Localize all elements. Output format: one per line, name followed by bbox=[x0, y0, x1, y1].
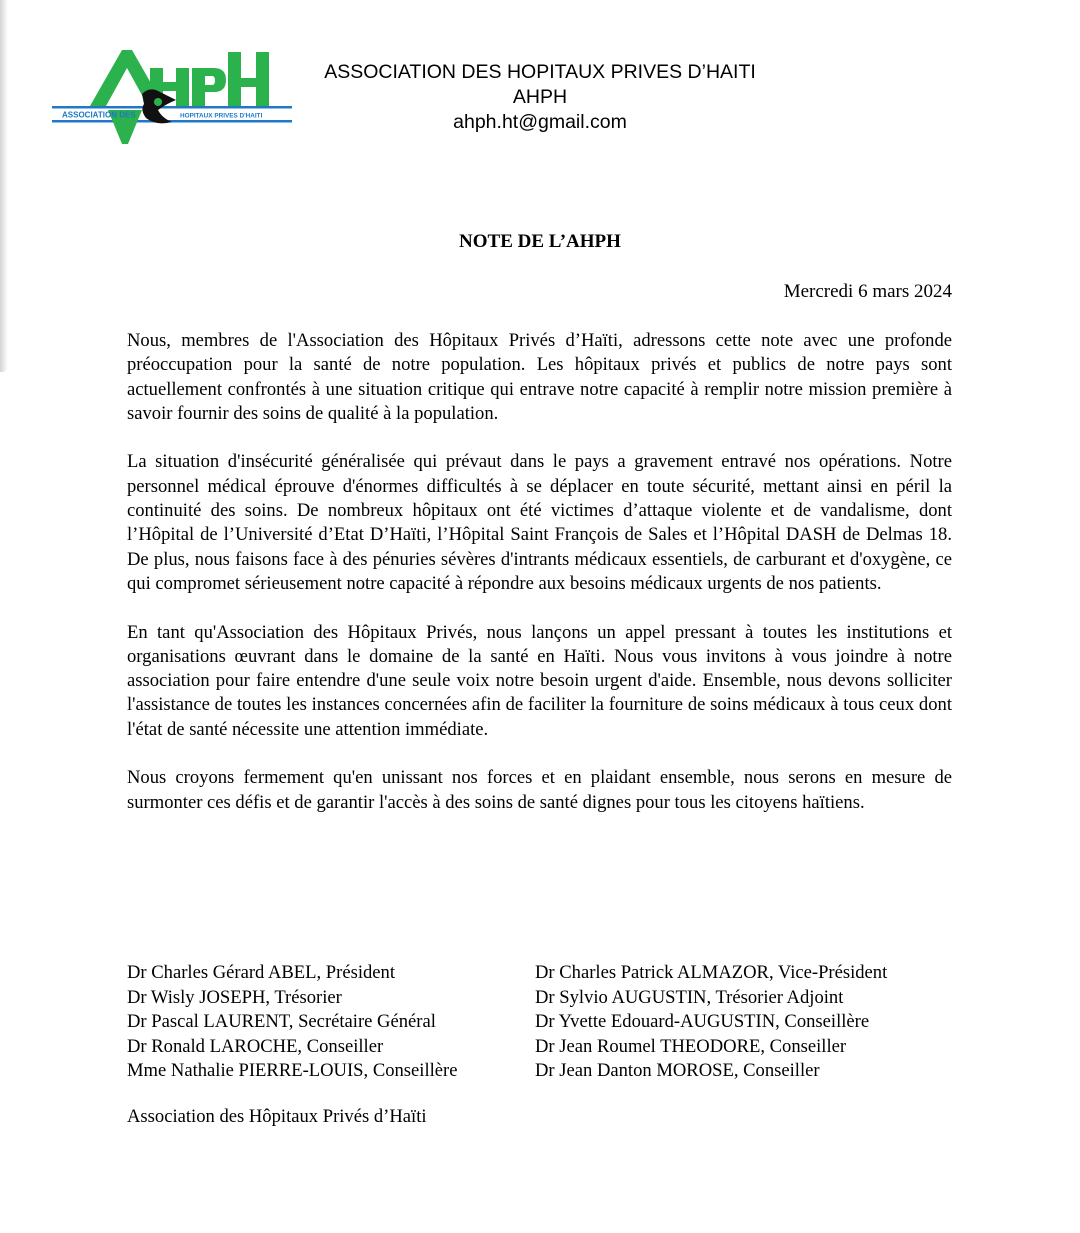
paragraph: Nous, membres de l'Association des Hôpitaux Privés d’Haïti, adressons cette note avec une profonde préoccupation pour la santé de notre population. Les hôpitaux privés et publics de notre pays sont actuellement confrontés à une situation critique qui entrave notre capacité à remplir notre mission première à savoir fournir des soins de qualité à la population. bbox=[127, 330, 952, 424]
signatory: Dr Charles Gérard ABEL, Président bbox=[127, 962, 395, 983]
paragraph: La situation d'insécurité généralisée qui prévaut dans le pays a gravement entravé nos opérations. Notre personnel médical éprouve d'énormes difficultés à se déplacer en toute sécurité, mettant ainsi en péril la continuité des soins. De nombreux hôpitaux ont été victimes d’attaque violente et de vandalisme, dont l’Hôpital de l’Université d’Etat D’Haïti, l’Hôpital Saint François de Sales et l’Hôpital DASH de Delmas 18. De plus, nous faisons face à des pénuries sévères d'intrants médicaux essentiels, de carburant et d'oxygène, ce qui compromet sérieusement notre capacité à répondre aux besoins médicaux urgents de nos patients. bbox=[127, 451, 952, 594]
signatory: Dr Pascal LAURENT, Secrétaire Général bbox=[127, 1011, 436, 1033]
signatory: Dr Ronald LAROCHE, Conseiller bbox=[127, 1035, 384, 1057]
paragraph: Nous croyons fermement qu'en unissant nos forces et en plaidant ensemble, nous serons en mesure de surmonter ces défis et de garantir l'accès à des soins de santé dignes pour tous les citoyens haïtiens. bbox=[127, 767, 952, 813]
signatory: Dr Jean Danton MOROSE, Conseiller bbox=[535, 1060, 820, 1082]
signatory: Dr Wisly JOSEPH, Trésorier bbox=[127, 986, 342, 1008]
association-email: ahph.ht@gmail.com bbox=[453, 111, 627, 133]
page-edge-shadow bbox=[0, 0, 8, 372]
signatories-right-column bbox=[535, 961, 887, 1084]
logo-tagline-right: HOPITAUX PRIVES D'HAITI bbox=[180, 112, 263, 120]
ahph-logo-graphic bbox=[52, 48, 292, 148]
signatory: Dr Jean Roumel THEODORE, Conseiller bbox=[535, 1035, 847, 1057]
association-acronym: AHPH bbox=[512, 86, 568, 108]
signatory: Dr Charles Patrick ALMAZOR, Vice-Président bbox=[535, 962, 888, 983]
document-body bbox=[127, 329, 952, 839]
document-date: Mercredi 6 mars 2024 bbox=[783, 281, 952, 302]
logo-tagline-left: ASSOCIATION DES bbox=[62, 110, 136, 120]
ahph-logo bbox=[52, 48, 292, 148]
signatories-left-column bbox=[127, 961, 458, 1084]
association-name: ASSOCIATION DES HOPITAUX PRIVES D’HAITI bbox=[324, 61, 756, 83]
letterhead bbox=[280, 60, 800, 135]
signatory: Dr Sylvio AUGUSTIN, Trésorier Adjoint bbox=[535, 986, 844, 1008]
closing-signature: Association des Hôpitaux Privés d’Haïti bbox=[127, 1106, 427, 1127]
signatory: Dr Yvette Edouard-AUGUSTIN, Conseillère bbox=[535, 1011, 870, 1033]
document-title: NOTE DE L’AHPH bbox=[459, 231, 621, 252]
signatory: Mme Nathalie PIERRE-LOUIS, Conseillère bbox=[127, 1060, 458, 1082]
paragraph: En tant qu'Association des Hôpitaux Privés, nous lançons un appel pressant à toutes les institutions et organisations œuvrant dans le domaine de la santé en Haïti. Nous vous invitons à vous joindre à notre association pour faire entendre d'une seule voix notre besoin urgent d'aide. Ensemble, nous devons solliciter l'assistance de toutes les instances concernées afin de faciliter la fourniture de soins médicaux à tous ceux dont l'état de santé nécessite une attention immédiate. bbox=[127, 621, 952, 740]
